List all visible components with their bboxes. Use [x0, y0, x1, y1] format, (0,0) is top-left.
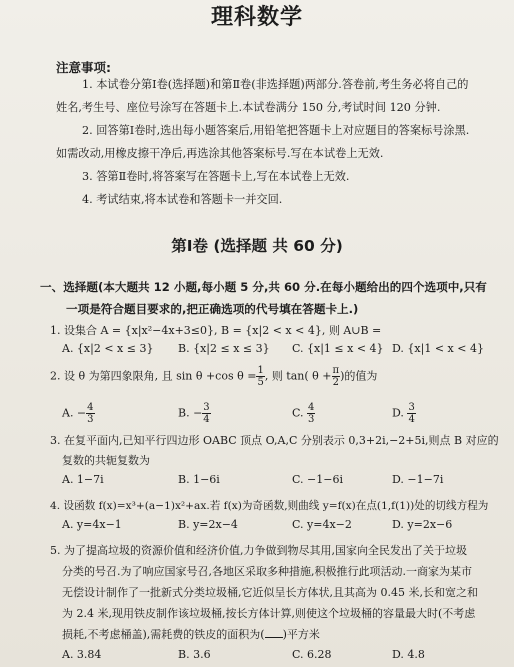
fraction: $\frac{\pi}{2}$ — [332, 365, 340, 388]
option-c[interactable]: C. −1−6i — [292, 473, 343, 486]
option-d[interactable]: D. $\frac{3}{4}$ — [392, 402, 415, 425]
option-a[interactable]: A. − $\frac{4}{3}$ — [62, 402, 94, 425]
option-a[interactable]: A. {x|2 < x ≤ 3} — [62, 342, 154, 355]
notice-item: 1. 本试卷分第Ⅰ卷(选择题)和第Ⅱ卷(非选择题)两部分.答卷前,考生务必将自己的 — [82, 78, 469, 91]
option-b[interactable]: B. − $\frac{3}{4}$ — [178, 402, 210, 425]
answer-blank[interactable] — [265, 627, 283, 638]
option-d[interactable]: D. {x|1 < x < 4} — [392, 342, 484, 355]
option-a[interactable]: A. y=4x−1 — [62, 518, 122, 531]
question-3-stem: 3. 在复平面内,已知平行四边形 OABC 顶点 O,A,C 分别表示 0,3+2i,−2+5i,则点 B 对应的 复数的共轭复数为 — [50, 434, 499, 467]
question-2-options — [62, 402, 502, 428]
notice-list — [56, 73, 496, 211]
fraction: $\frac{1}{5}$ — [257, 365, 264, 388]
question-1-options — [62, 342, 502, 362]
option-d[interactable]: D. 4.8 — [392, 648, 425, 661]
question-1-stem: 1. 设集合 A = {x|x²−4x+3≤0}, B = {x|2 < x < 4}, 则 A∪B = — [50, 324, 382, 337]
question-3-options — [62, 473, 502, 493]
option-c[interactable]: C. $\frac{4}{3}$ — [292, 402, 315, 425]
option-b[interactable]: B. 1−6i — [178, 473, 220, 486]
question-5-stem: 5. 为了提高垃圾的资源价值和经济价值,力争做到物尽其用,国家向全民发出了关于垃圾 分类的号召.为了响应国家号召,各地区采取多种措施,积极推行此项活动.一商家为某市 无偿设计制作了一批新式分类垃圾桶,它近似呈长方体状,且其高为 0.45 米,长和宽之和 为 2.4 米,现用铁皮制作该垃圾桶,按长方体计算,则使这个垃圾桶的容量最大时(不考虑 损耗,不考虑桶盖),需耗费的铁皮的面积为( )平方米 — [50, 544, 478, 641]
option-c[interactable]: C. 6.28 — [292, 648, 332, 661]
notice-item: 如需改动,用橡皮擦干净后,再选涂其他答案标号.写在本试卷上无效. — [56, 147, 384, 160]
question-4-options — [62, 518, 502, 538]
option-c[interactable]: C. y=4x−2 — [292, 518, 352, 531]
option-b[interactable]: B. y=2x−4 — [178, 518, 238, 531]
option-b[interactable]: B. {x|2 ≤ x ≤ 3} — [178, 342, 270, 355]
question-2-stem: 2. 设 θ 为第四象限角, 且 sin θ +cos θ = $\frac{1}{5}$ , 则 tan( θ + $\frac{\pi}{2}$ )的值为 — [50, 365, 378, 388]
question-4-stem: 4. 设函数 f(x)=x³+(a−1)x²+ax.若 f(x)为奇函数,则曲线 y=f(x)在点(1,f(1))处的切线方程为 — [50, 500, 489, 512]
notice-item: 2. 回答第Ⅰ卷时,选出每小题答案后,用铅笔把答题卡上对应题目的答案标号涂黑. — [82, 124, 470, 137]
question-5-options — [62, 648, 502, 667]
part-instructions: 一、选择题(本大题共 12 小题,每小题 5 分,共 60 分.在每小题给出的四个选项中,只有 一项是符合题目要求的,把正确选项的代号填在答题卡上.) — [40, 280, 487, 316]
option-a[interactable]: A. 1−7i — [62, 473, 104, 486]
option-a[interactable]: A. 3.84 — [62, 648, 102, 661]
option-d[interactable]: D. −1−7i — [392, 473, 444, 486]
option-c[interactable]: C. {x|1 ≤ x < 4} — [292, 342, 384, 355]
notice-item: 姓名,考生号、座位号涂写在答题卡上.本试卷满分 150 分,考试时间 120 分钟. — [56, 101, 441, 114]
option-d[interactable]: D. y=2x−6 — [392, 518, 453, 531]
page-title: 理科数学 — [210, 5, 303, 30]
notice-item: 4. 考试结束,将本试卷和答题卡一并交回. — [82, 193, 283, 206]
section-title: 第Ⅰ卷 (选择题 共 60 分) — [171, 237, 343, 255]
notice-heading: 注意事项: — [56, 60, 111, 75]
option-b[interactable]: B. 3.6 — [178, 648, 211, 661]
notice-item: 3. 答第Ⅱ卷时,将答案写在答题卡上,写在本试卷上无效. — [82, 170, 350, 183]
